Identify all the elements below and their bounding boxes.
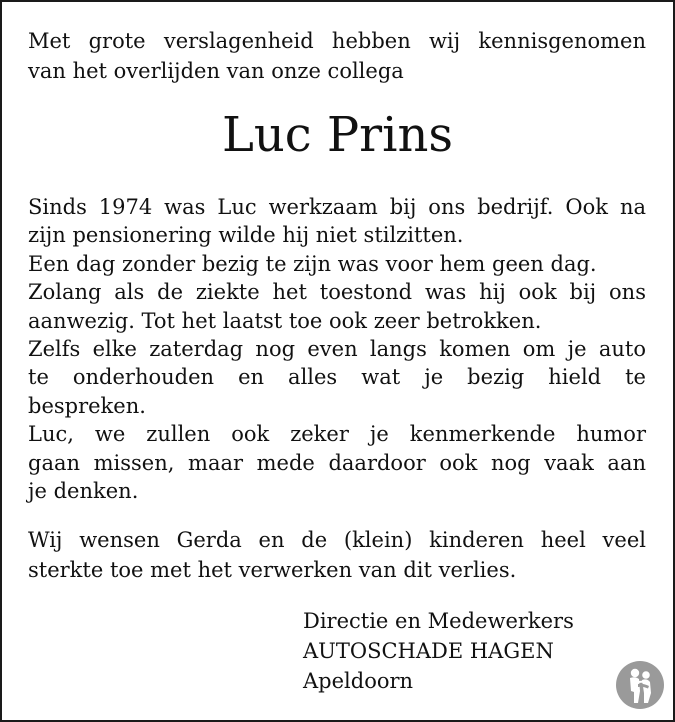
body-line: Zelfs elke zaterdag nog even langs komen om je auto [28,337,646,362]
body-line: Zolang als de ziekte het toestond was hij ook bij ons [28,280,646,305]
body-line: aanwezig. Tot het laatst toe ook zeer betrokken. [28,308,542,333]
closing-line: sterkte toe met het verwerken van dit verlies. [28,558,517,582]
body-line: te onderhouden en alles wat je bezig hield te [28,365,646,390]
body-line: Sinds 1974 was Luc werkzaam bij ons bedrijf. Ook na [28,195,646,219]
signature-city: Apeldoorn [303,669,414,693]
signature-line: Directie en Medewerkers [303,609,574,633]
signature-company: AUTOSCHADE HAGEN [303,639,554,663]
intro-text [28,26,646,86]
signature-block [303,606,574,696]
embracing-figures-icon [616,661,664,709]
body-line: Luc, we zullen ook zeker je kenmerkende humor [28,422,646,447]
closing-line: Wij wensen Gerda en de (klein) kinderen heel veel [28,528,646,552]
body-line: zijn pensionering wilde hij niet stilzitten. [28,223,464,248]
intro-line: Met grote verslagenheid hebben wij kennisgenomen [28,29,646,53]
body-line: je denken. [28,479,139,504]
body-line: gaan missen, maar mede daardoor ook nog vaak aan [28,450,646,475]
deceased-name: Luc Prins [221,107,454,163]
intro-line: van het overlijden van onze collega [28,59,404,83]
body-line: Een dag zonder bezig te zijn was voor hem geen dag. [28,251,597,276]
body-text [28,193,646,505]
body-line: bespreken. [28,393,146,418]
closing-text [28,525,646,585]
